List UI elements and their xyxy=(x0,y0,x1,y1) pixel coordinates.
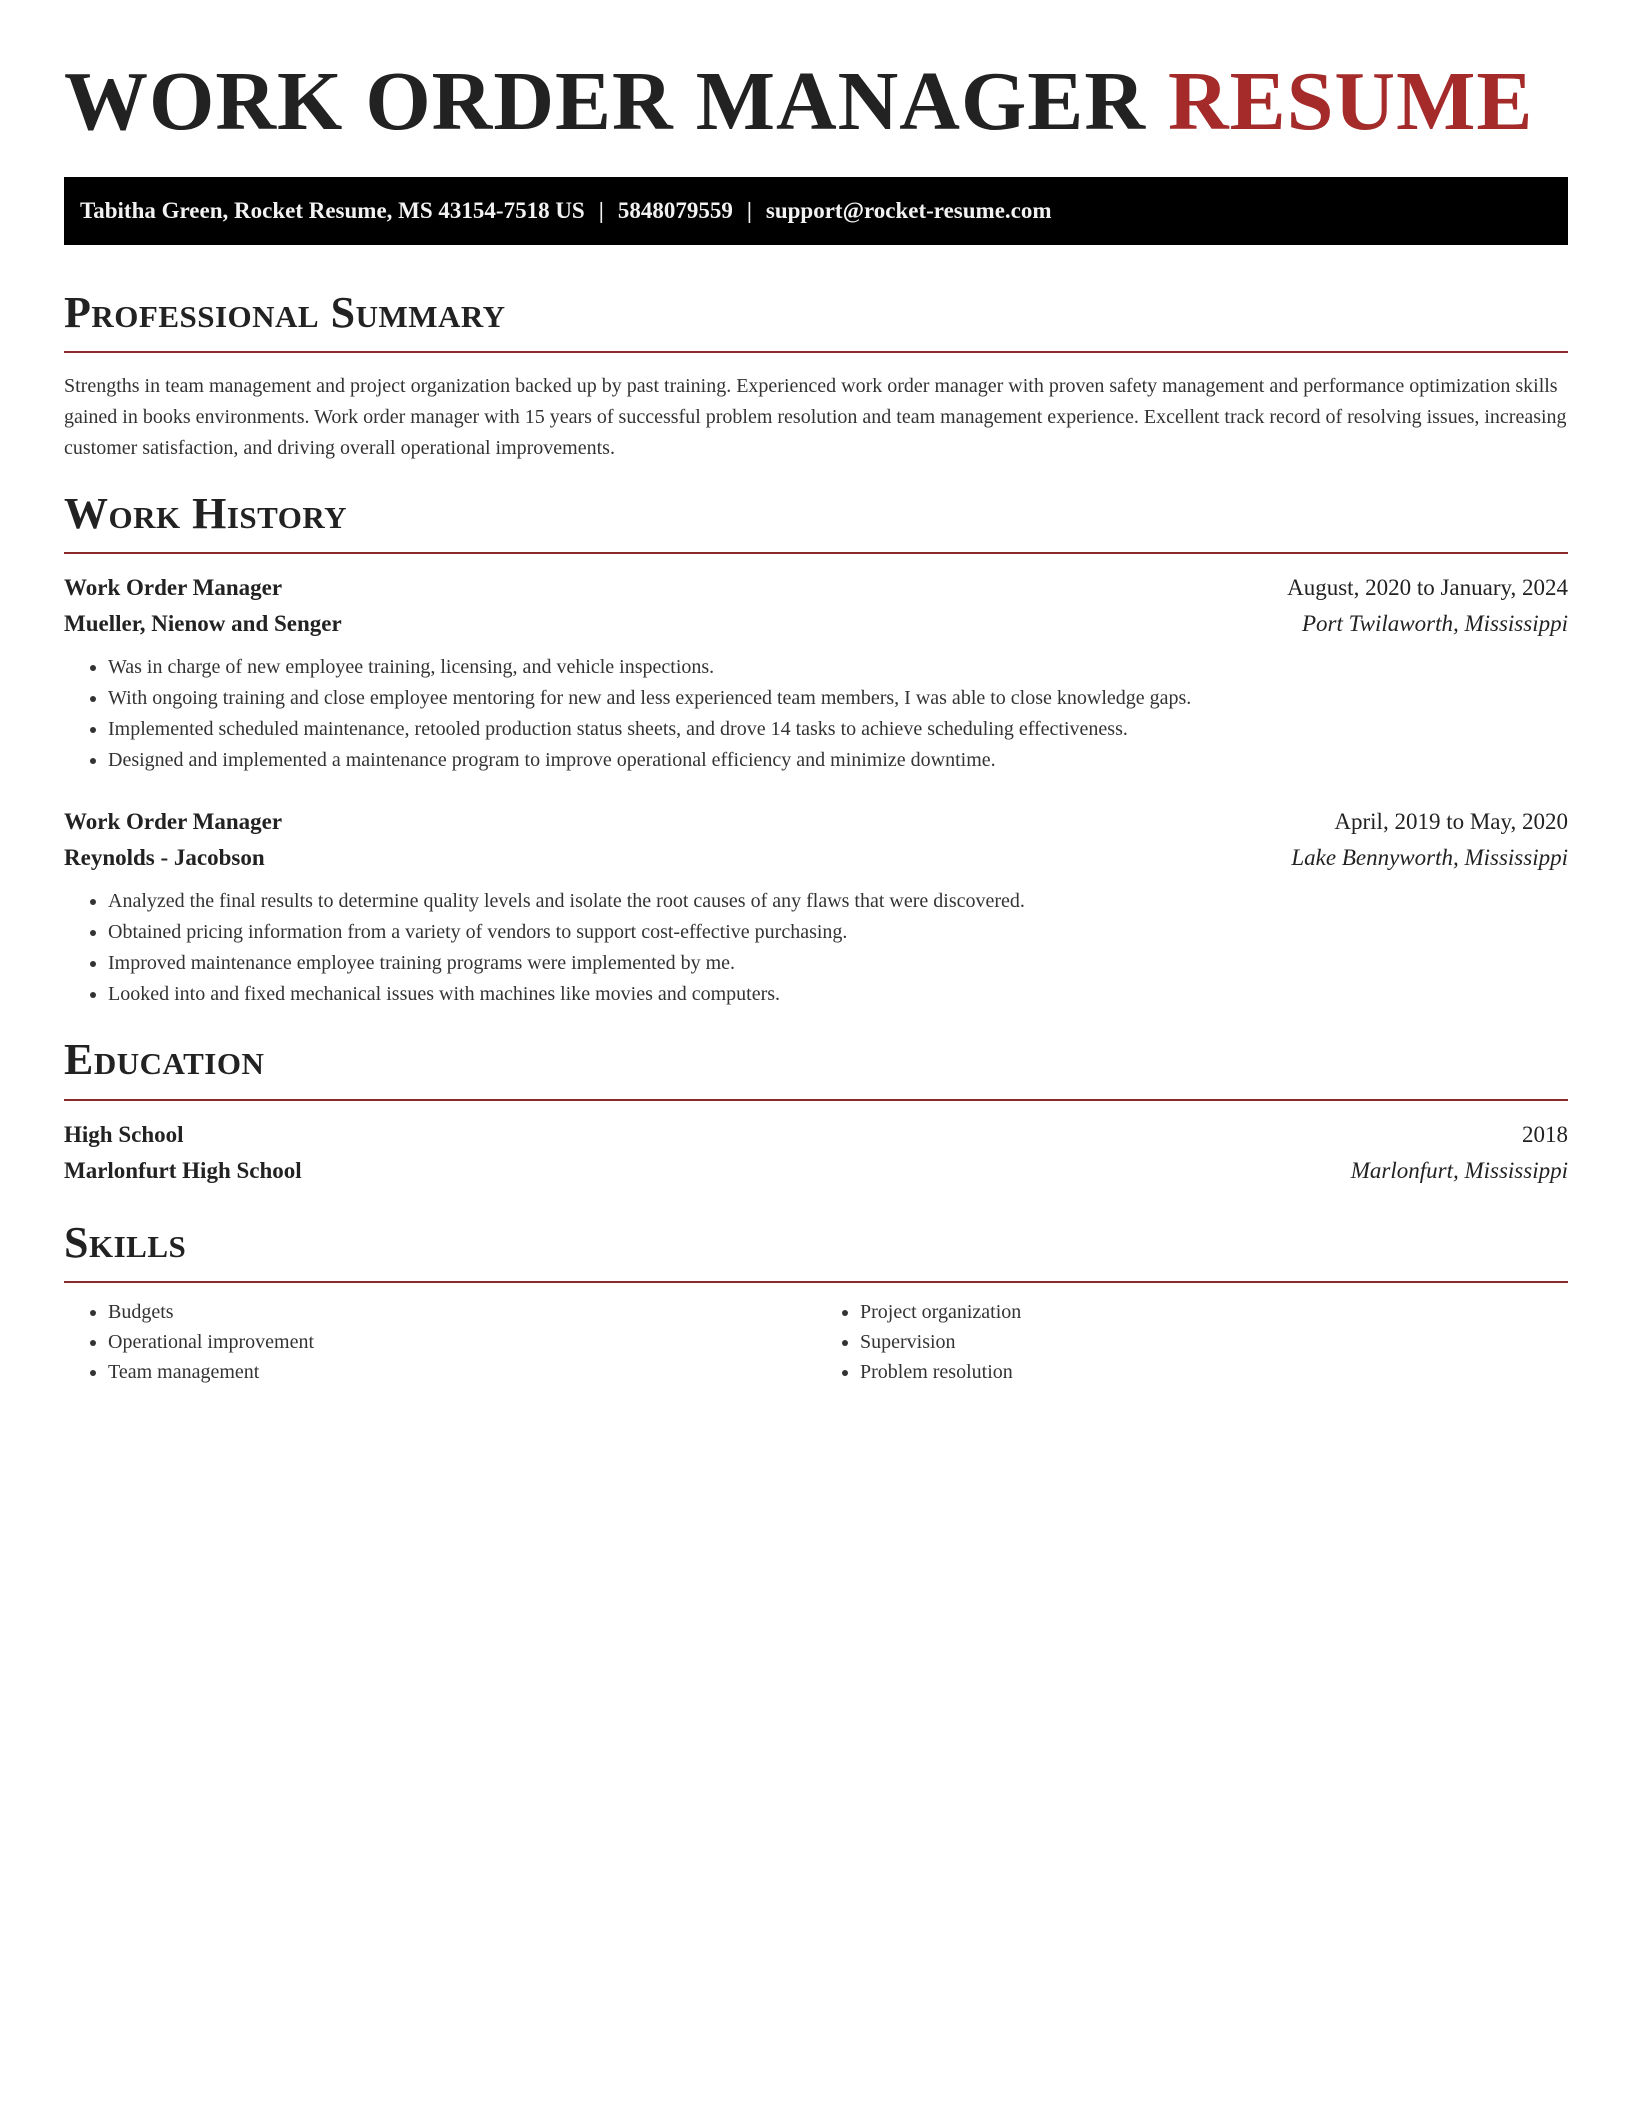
list-item: • Improved maintenance employee training programs were implemented by me. xyxy=(108,948,1568,979)
education-degree: High School xyxy=(64,1121,184,1147)
education-section xyxy=(64,1036,1568,1188)
job-entry xyxy=(64,570,1568,776)
title-accent: RESUME xyxy=(1168,55,1534,148)
list-item: • With ongoing training and close employee mentoring for new and less experienced team members, I was able to close knowledge gaps. xyxy=(108,683,1568,714)
job-bullets xyxy=(64,652,1568,776)
job-title: Work Order Manager xyxy=(64,575,283,601)
section-divider xyxy=(64,1281,1568,1283)
resume-title xyxy=(64,54,1568,151)
skill-item: • Problem resolution xyxy=(860,1357,1568,1387)
contact-bar xyxy=(64,177,1568,245)
section-divider xyxy=(64,1099,1568,1101)
skills-column-right xyxy=(816,1297,1568,1387)
list-item: • Looked into and fixed mechanical issues with machines like movies and computers. xyxy=(108,979,1568,1010)
job-entry xyxy=(64,804,1568,1010)
section-heading-work-history: Work History xyxy=(64,488,348,538)
title-main: WORK ORDER MANAGER xyxy=(64,55,1146,148)
job-dates: August, 2020 to January, 2024 xyxy=(1287,575,1568,601)
skill-item: • Project organization xyxy=(860,1297,1568,1327)
job-bullets xyxy=(64,886,1568,1010)
section-divider xyxy=(64,552,1568,554)
list-item: • Analyzed the final results to determine quality levels and isolate the root causes of any flaws that were discovered. xyxy=(108,886,1568,917)
education-school: Marlonfurt High School xyxy=(64,1157,302,1183)
job-company-row xyxy=(64,606,1568,642)
list-item: • Was in charge of new employee training, licensing, and vehicle inspections. xyxy=(108,652,1568,683)
education-location: Marlonfurt, Mississippi xyxy=(1350,1157,1568,1183)
summary-section xyxy=(64,289,1568,464)
skill-item: • Supervision xyxy=(860,1327,1568,1357)
skill-item: • Operational improvement xyxy=(108,1327,816,1357)
list-item: • Obtained pricing information from a variety of vendors to support cost-effective purchasing. xyxy=(108,917,1568,948)
contact-phone: 5848079559 xyxy=(617,197,733,223)
job-company: Reynolds - Jacobson xyxy=(64,845,265,871)
job-location: Port Twilaworth, Mississippi xyxy=(1301,611,1568,637)
contact-email: support@rocket-resume.com xyxy=(765,197,1052,223)
contact-address: Tabitha Green, Rocket Resume, MS 43154-7518 US xyxy=(80,197,585,223)
job-company-row xyxy=(64,840,1568,876)
section-divider xyxy=(64,351,1568,353)
section-heading-skills: Skills xyxy=(64,1217,187,1267)
section-heading-summary: Professional Summary xyxy=(64,287,506,337)
skills-grid xyxy=(64,1297,1568,1387)
job-company: Mueller, Nienow and Senger xyxy=(64,611,342,637)
job-header-row xyxy=(64,804,1568,840)
skills-column-left xyxy=(64,1297,816,1387)
skill-item: • Budgets xyxy=(108,1297,816,1327)
education-school-row xyxy=(64,1153,1568,1189)
education-header-row xyxy=(64,1117,1568,1153)
work-history-section xyxy=(64,490,1568,1010)
education-entry xyxy=(64,1117,1568,1189)
section-heading-education: Education xyxy=(64,1035,265,1085)
contact-separator: | xyxy=(598,197,604,223)
list-item: • Designed and implemented a maintenance program to improve operational efficiency and minimize downtime. xyxy=(108,745,1568,776)
list-item: • Implemented scheduled maintenance, retooled production status sheets, and drove 14 tasks to achieve scheduling effectiveness. xyxy=(108,714,1568,745)
job-location: Lake Bennyworth, Mississippi xyxy=(1291,845,1568,871)
skills-section xyxy=(64,1219,1568,1387)
summary-text: Strengths in team management and project organization backed up by past training. Experienced work order manager with proven safety management and performance optimization skills gained in books environments. Work order manager with 15 years of successful problem resolution and team management experience. Excellent track record of resolving issues, increasing customer satisfaction, and driving overall operational improvements. xyxy=(64,374,1567,459)
job-title: Work Order Manager xyxy=(64,809,283,835)
skill-item: • Team management xyxy=(108,1357,816,1387)
job-header-row xyxy=(64,570,1568,606)
contact-separator: | xyxy=(746,197,752,223)
education-year: 2018 xyxy=(1522,1121,1568,1147)
job-dates: April, 2019 to May, 2020 xyxy=(1334,809,1568,835)
